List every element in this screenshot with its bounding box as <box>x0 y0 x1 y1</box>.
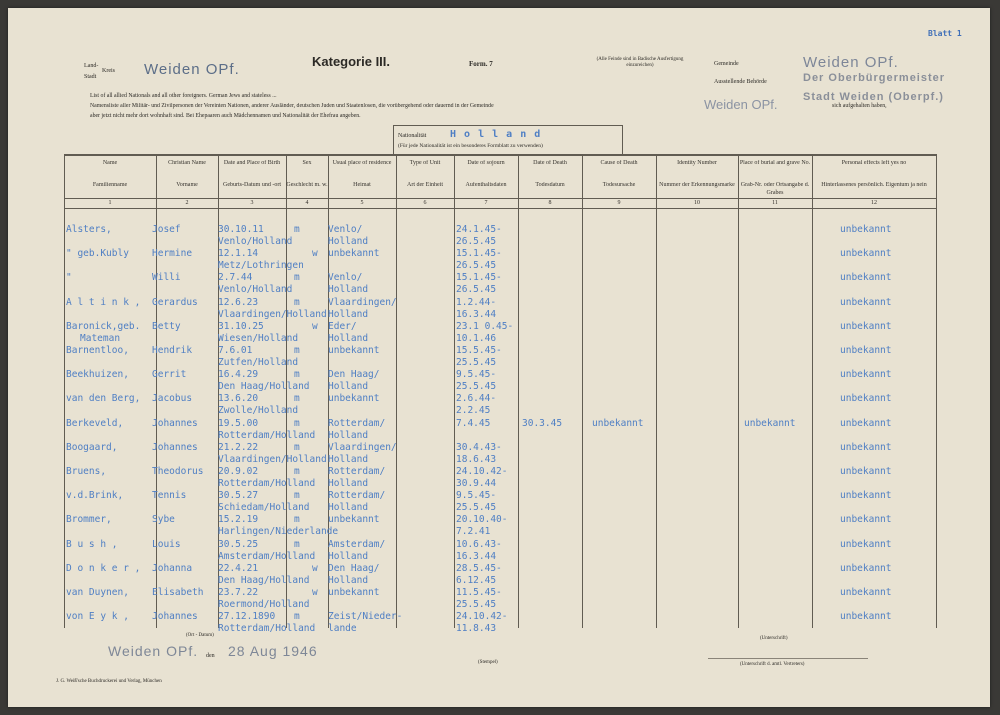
column-divider <box>812 154 813 628</box>
sojourn-start: 9.5.45- <box>456 490 497 502</box>
sex: m <box>294 466 300 477</box>
birth-date: 7.6.01 <box>218 345 253 356</box>
surname: Alsters, <box>66 224 112 235</box>
sojourn-start: 28.5.45- <box>456 562 502 574</box>
surname: Beekhuizen, <box>66 369 129 381</box>
intro-german-2: aber jetzt nicht mehr dort wohnhaft sind. Bei Ehepaaren auch Mädchennamen und Nationalität der Ehefrau angeben. <box>90 113 361 119</box>
personal-effects: unbekannt <box>840 224 892 235</box>
column-number: 7 <box>484 200 488 206</box>
sojourn-end: 2.2.45 <box>456 405 491 417</box>
first-name: Gerrit <box>152 369 187 381</box>
sex: m <box>294 441 300 453</box>
personal-effects: unbekannt <box>840 272 892 284</box>
personal-effects: unbekannt <box>840 514 892 526</box>
residence: Vlaardingen/ <box>328 296 397 308</box>
sojourn-start: 15.1.45- <box>456 272 502 284</box>
sojourn-start: 30.4.43- <box>456 441 502 453</box>
residence: unbekannt <box>328 345 380 356</box>
sex: m <box>294 417 300 429</box>
column-header-en: Date and Place of Birth <box>223 160 281 166</box>
sex: m <box>294 611 300 623</box>
footer-sig-label: (Unterschrift d. amtl. Vertreters) <box>740 662 805 667</box>
residence: unbekannt <box>328 514 380 526</box>
residence: Zeist/Nieder- <box>328 611 403 623</box>
birth-date: 20.9.02 <box>218 466 259 477</box>
footer-date-stamp: 28 Aug 1946 <box>228 643 318 659</box>
sojourn-start: 1.2.44- <box>456 296 497 308</box>
personal-effects: unbekannt <box>840 417 892 429</box>
first-name: Johannes <box>152 417 198 429</box>
column-header-en: Type of Unit <box>409 160 441 166</box>
personal-effects: unbekannt <box>840 320 892 332</box>
first-name: Hermine <box>152 248 193 260</box>
sheet-number: Blatt 1 <box>928 29 962 38</box>
sex: m <box>294 369 300 381</box>
birth-date: 12.6.23 <box>218 296 259 308</box>
residence-line2: Holland <box>328 478 369 489</box>
residence-line2: Holland <box>328 381 369 393</box>
nationality-value: H o l l a n d <box>450 129 542 140</box>
surname: v.d.Brink, <box>66 490 124 502</box>
personal-effects: unbekannt <box>840 296 892 308</box>
intro-place-stamp: Weiden OPf. <box>704 97 778 112</box>
column-header-de: Grab-Nr. oder Ortsangabe d. Grabes <box>740 182 810 196</box>
first-name: Johanna <box>152 562 193 574</box>
sojourn-end: 25.5.45 <box>456 381 497 393</box>
sojourn-end: 11.8.43 <box>456 623 497 635</box>
column-number: 4 <box>305 200 309 206</box>
sex: w <box>312 587 318 598</box>
publisher-line: J. G. Weiß'sche Buchdruckerei und Verlag, München <box>56 679 162 684</box>
first-name: Willi <box>152 272 181 284</box>
residence-line2: Holland <box>328 550 369 562</box>
birth-date: 16.4.29 <box>218 369 259 381</box>
personal-effects: unbekannt <box>840 587 892 598</box>
land-label: Land- <box>84 63 99 69</box>
column-number: 10 <box>694 200 700 206</box>
first-name: Johannes <box>152 611 198 623</box>
document-page <box>8 8 990 707</box>
sojourn-end: 18.6.43 <box>456 453 497 465</box>
surname: " geb.Kubly <box>66 248 129 260</box>
birth-place: Den Haag/Holland <box>218 381 310 393</box>
column-header-en: Personal effects left yes no <box>841 160 907 166</box>
surname-line2: Mateman <box>80 332 121 344</box>
birth-date: 13.6.20 <box>218 393 259 405</box>
surname: Barnentloo, <box>66 345 129 356</box>
place-stamp: Weiden OPf. <box>144 61 240 78</box>
sojourn-start: 24.1.45- <box>456 224 502 235</box>
sojourn-start: 9.5.45- <box>456 369 497 381</box>
column-divider <box>454 154 455 628</box>
column-header-de: Geschlecht m. w. <box>286 182 328 188</box>
column-number: 6 <box>423 200 427 206</box>
residence: Vlaardingen/ <box>328 441 397 453</box>
column-header-de: Nummer der Erkennungsmarke <box>659 182 735 188</box>
residence: Den Haag/ <box>328 369 380 381</box>
surname: Boogaard, <box>66 441 118 453</box>
first-name: Sybe <box>152 514 175 526</box>
first-name: Hendrik <box>152 345 193 356</box>
residence: Den Haag/ <box>328 562 380 574</box>
birth-date: 2.7.44 <box>218 272 253 284</box>
residence-line2: Holland <box>328 236 369 247</box>
birth-place: Vlaardingen/Holland <box>218 308 327 320</box>
column-header-en: Date of Death <box>533 160 567 166</box>
death-cause: unbekannt <box>592 417 644 429</box>
column-number: 11 <box>772 200 778 206</box>
sojourn-end: 26.5.45 <box>456 284 497 296</box>
birth-place: Wiesen/Holland <box>218 332 299 344</box>
sojourn-start: 24.10.42- <box>456 611 508 623</box>
footer-den: den <box>206 653 215 659</box>
column-divider <box>582 154 583 628</box>
personal-effects: unbekannt <box>840 611 892 623</box>
birth-date: 31.10.25 <box>218 320 264 332</box>
table-number-border <box>64 208 936 209</box>
first-name: Gerardus <box>152 296 198 308</box>
column-divider <box>936 154 937 628</box>
personal-effects: unbekannt <box>840 369 892 381</box>
sojourn-end: 26.5.45 <box>456 236 497 247</box>
kategorie-title: Kategorie III. <box>312 54 391 69</box>
column-header-de: Geburts-Datum und -ort <box>223 182 281 188</box>
sojourn-start: 20.10.40- <box>456 514 508 526</box>
sex: m <box>294 393 300 405</box>
sex: m <box>294 514 300 526</box>
ausstellende-label: Ausstellende Behörde <box>714 79 767 85</box>
table-header-border <box>64 198 936 199</box>
sojourn-end: 16.3.44 <box>456 308 497 320</box>
personal-effects: unbekannt <box>840 393 892 405</box>
residence: Venlo/ <box>328 224 363 235</box>
birth-date: 27.12.1890 <box>218 611 276 623</box>
column-number: 9 <box>617 200 621 206</box>
intro-english: List of all allied Nationals and all other foreigners. German Jews and stateless ... <box>90 93 277 99</box>
footer-place-stamp: Weiden OPf. <box>108 643 199 659</box>
column-number: 3 <box>250 200 254 206</box>
personal-effects: unbekannt <box>840 538 892 550</box>
gemeinde-stamp: Weiden OPf. <box>803 54 899 71</box>
residence: Eder/ <box>328 320 357 332</box>
sojourn-end: 30.9.44 <box>456 478 497 489</box>
birth-place: Den Haag/Holland <box>218 574 310 586</box>
first-name: Tennis <box>152 490 187 502</box>
birth-date: 21.2.22 <box>218 441 259 453</box>
sojourn-end: 25.5.45 <box>456 599 497 610</box>
column-divider <box>518 154 519 628</box>
residence: Rotterdam/ <box>328 417 386 429</box>
column-header-en: Place of burial and grave No. <box>739 160 811 166</box>
column-header-de: Todesursache <box>602 182 636 188</box>
burial-place: unbekannt <box>744 417 796 429</box>
sojourn-end: 7.2.41 <box>456 526 491 538</box>
surname: van den Berg, <box>66 393 141 405</box>
birth-place: Venlo/Holland <box>218 284 293 296</box>
sojourn-start: 24.10.42- <box>456 466 508 477</box>
birth-date: 23.7.22 <box>218 587 259 598</box>
column-number: 5 <box>360 200 364 206</box>
nationality-box <box>393 125 623 155</box>
birth-place: Schiedam/Holland <box>218 502 310 514</box>
column-header-de: Vorname <box>176 182 198 188</box>
personal-effects: unbekannt <box>840 248 892 260</box>
sojourn-start: 10.6.43- <box>456 538 502 550</box>
column-number: 1 <box>108 200 112 206</box>
residence: Rotterdam/ <box>328 466 386 477</box>
sex: m <box>294 296 300 308</box>
surname: D o n k e r , <box>66 562 141 574</box>
stadt-label: Stadt <box>84 74 97 80</box>
personal-effects: unbekannt <box>840 345 892 356</box>
first-name: Josef <box>152 224 181 235</box>
sojourn-start: 2.6.44- <box>456 393 497 405</box>
birth-place: Metz/Lothringen <box>218 260 304 272</box>
residence-line2: lande <box>328 623 357 635</box>
sojourn-start: 23.1 0.45- <box>456 320 514 332</box>
sojourn-start: 7.4.45 <box>456 417 491 429</box>
gemeinde-label: Gemeinde <box>714 61 739 67</box>
birth-place: Venlo/Holland <box>218 236 293 247</box>
first-name: Louis <box>152 538 181 550</box>
birth-place: Rotterdam/Holland <box>218 478 316 489</box>
residence: Venlo/ <box>328 272 363 284</box>
column-number: 12 <box>871 200 877 206</box>
residence: Amsterdam/ <box>328 538 386 550</box>
surname: van Duynen, <box>66 587 129 598</box>
surname: A l t i n k , <box>66 296 141 308</box>
column-header-de: Hinterlassenes persönlich. Eigentum ja nein <box>821 182 927 188</box>
sojourn-start: 15.5.45- <box>456 345 502 356</box>
birth-date: 30.10.11 <box>218 224 264 235</box>
column-header-en: Christian Name <box>168 160 206 166</box>
first-name: Betty <box>152 320 181 332</box>
birth-place: Zwolle/Holland <box>218 405 299 417</box>
surname: Brommer, <box>66 514 112 526</box>
residence-line2: Holland <box>328 429 369 441</box>
column-number: 8 <box>548 200 552 206</box>
signature-line <box>708 658 868 659</box>
first-name: Johannes <box>152 441 198 453</box>
column-header-de: Familienname <box>92 182 128 188</box>
residence-line2: Holland <box>328 308 369 320</box>
column-header-de: Todesdatum <box>535 182 565 188</box>
personal-effects: unbekannt <box>840 466 892 477</box>
nationality-label: Nationalität <box>398 133 427 139</box>
footer-stempel-label: (Stempel) <box>478 660 498 665</box>
table-top-border <box>64 154 936 156</box>
sex: m <box>294 224 300 235</box>
surname: " <box>66 272 72 284</box>
birth-date: 12.1.14 <box>218 248 259 260</box>
authority-stamp-1: Der Oberbürgermeister <box>803 72 946 84</box>
kreis-label: Kreis <box>102 68 115 74</box>
sex: m <box>294 272 300 284</box>
intro-tail: sich aufgehalten haben, <box>832 103 887 109</box>
residence: Rotterdam/ <box>328 490 386 502</box>
nationality-note: (Für jede Nationalität ist ein besonderes Formblatt zu verwenden) <box>398 143 543 149</box>
column-header-de: Heimat <box>353 182 371 188</box>
birth-date: 15.2.19 <box>218 514 259 526</box>
surname: B u s h , <box>66 538 118 550</box>
column-divider <box>656 154 657 628</box>
birth-place: Rotterdam/Holland <box>218 623 316 635</box>
column-divider <box>738 154 739 628</box>
birth-date: 30.5.25 <box>218 538 259 550</box>
personal-effects: unbekannt <box>840 562 892 574</box>
personal-effects: unbekannt <box>840 441 892 453</box>
authority-stamp-2: Stadt Weiden (Oberpf.) <box>803 91 944 103</box>
sex: m <box>294 490 300 502</box>
residence-line2: Holland <box>328 284 369 296</box>
sex: w <box>312 248 318 260</box>
column-divider <box>396 154 397 628</box>
sex: m <box>294 538 300 550</box>
residence: unbekannt <box>328 393 380 405</box>
column-number: 2 <box>185 200 189 206</box>
sojourn-end: 25.5.45 <box>456 357 497 368</box>
sex: m <box>294 345 300 356</box>
surname: von E y k , <box>66 611 129 623</box>
column-header-en: Identity Number <box>677 160 717 166</box>
form-number: Form. 7 <box>469 60 493 68</box>
column-divider <box>64 154 65 628</box>
footer-ort-label: (Ort - Datum) <box>186 633 214 638</box>
surname: Baronick,geb. <box>66 320 141 332</box>
death-date: 30.3.45 <box>522 417 563 429</box>
residence-line2: Holland <box>328 502 369 514</box>
residence-line2: Holland <box>328 574 369 586</box>
birth-date: 22.4.21 <box>218 562 259 574</box>
residence: unbekannt <box>328 587 380 598</box>
column-header-en: Name <box>102 160 118 166</box>
column-header-en: Sex <box>302 160 312 166</box>
column-header-de: Aufenthaltsdaten <box>465 182 507 188</box>
footer-unterschrift-label: (Unterschrift) <box>760 636 788 641</box>
birth-place: Zutfen/Holland <box>218 357 299 368</box>
column-header-en: Usual place of residence <box>332 160 392 166</box>
birth-place: Harlingen/Niederlande <box>218 526 339 538</box>
birth-date: 19.5.00 <box>218 417 259 429</box>
sojourn-start: 11.5.45- <box>456 587 502 598</box>
first-name: Theodorus <box>152 466 204 477</box>
first-name: Elisabeth <box>152 587 204 598</box>
birth-place: Roermond/Holland <box>218 599 310 610</box>
sojourn-start: 15.1.45- <box>456 248 502 260</box>
column-header-en: Date of sojourn <box>467 160 505 166</box>
residence-line2: Holland <box>328 332 369 344</box>
birth-place: Amsterdam/Holland <box>218 550 316 562</box>
sex: w <box>312 562 318 574</box>
intro-german: Namensliste aller Militär- und Zivilpersonen der Vereinten Nationen, anderer Ausländer, deutschen Juden und Staatenlosen, die vorübergehend oder dauernd in der Gemeinde <box>90 103 494 109</box>
birth-date: 30.5.27 <box>218 490 259 502</box>
sojourn-end: 10.1.46 <box>456 332 497 344</box>
birth-place: Rotterdam/Holland <box>218 429 316 441</box>
residence: unbekannt <box>328 248 380 260</box>
sojourn-end: 25.5.45 <box>456 502 497 514</box>
birth-place: Vlaardingen/Holland <box>218 453 327 465</box>
surname: Bruens, <box>66 466 107 477</box>
column-header-de: Art der Einheit <box>407 182 443 188</box>
sex: w <box>312 320 318 332</box>
sojourn-end: 26.5.45 <box>456 260 497 272</box>
sojourn-end: 6.12.45 <box>456 574 497 586</box>
column-header-en: Cause of Death <box>600 160 638 166</box>
sojourn-end: 16.3.44 <box>456 550 497 562</box>
surname: Berkeveld, <box>66 417 124 429</box>
residence-line2: Holland <box>328 453 369 465</box>
form-note: (Alle Feinde sind in Badische Ausfertigung einzureichen) <box>596 57 684 68</box>
first-name: Jacobus <box>152 393 193 405</box>
personal-effects: unbekannt <box>840 490 892 502</box>
